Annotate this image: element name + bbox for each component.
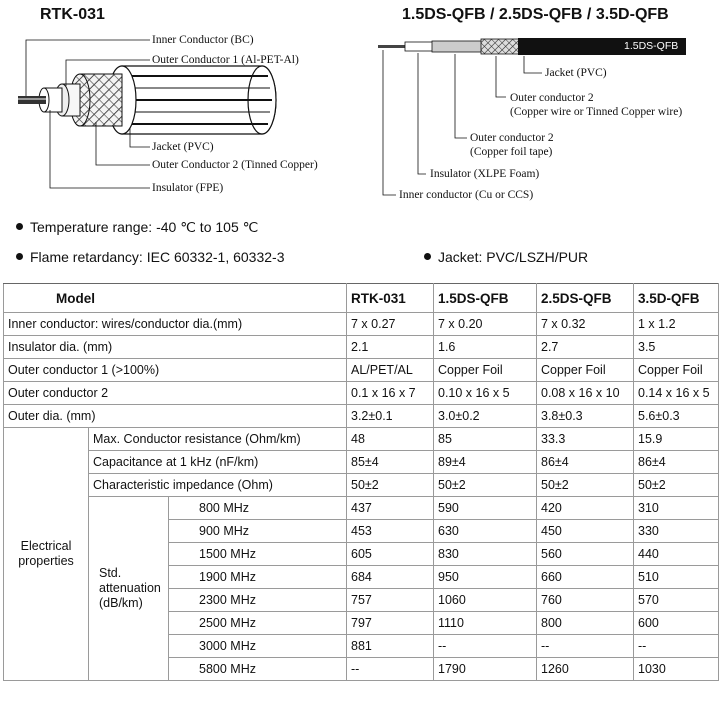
cell: 2.7 [537,336,634,359]
cell: 3.0±0.2 [434,405,537,428]
header-col: 2.5DS-QFB [537,284,634,313]
cell: Copper Foil [434,359,537,382]
cell: 830 [434,543,537,566]
row-label: Characteristic impedance (Ohm) [89,474,347,497]
cell: 605 [347,543,434,566]
label-outer-conductor-1: Outer Conductor 1 (Al-PET-Al) [152,54,299,66]
cell: 630 [434,520,537,543]
table-row [4,474,719,497]
table-row [4,428,719,451]
cell: 86±4 [634,451,719,474]
cell: 7 x 0.32 [537,313,634,336]
cell: 50±2 [434,474,537,497]
spec-table [3,283,719,681]
bullet-dot [424,253,431,260]
cell: 420 [537,497,634,520]
cell: 5.6±0.3 [634,405,719,428]
temperature-text: Temperature range: -40 ℃ to 105 ℃ [30,219,259,235]
bullet-dot [16,253,23,260]
cable-diagrams [0,0,720,210]
table-row [4,497,719,520]
cell: 560 [537,543,634,566]
bullet-dot [16,223,23,230]
cell: Copper Foil [537,359,634,382]
cell: 85 [434,428,537,451]
right-title: 1.5DS-QFB / 2.5DS-QFB / 3.5D-QFB [402,6,669,23]
freq-label: 800 MHz [169,497,347,520]
cell: 881 [347,635,434,658]
table-row [4,382,719,405]
label-inner-conductor: Inner Conductor (BC) [152,34,254,46]
freq-label: 1500 MHz [169,543,347,566]
header-col: RTK-031 [347,284,434,313]
row-label: Outer conductor 2 [4,382,347,405]
cell: 89±4 [434,451,537,474]
label-qfb-outer-2-foil-l1: Outer conductor 2 [470,132,554,144]
table-header-row [4,284,719,313]
table-row [4,405,719,428]
cell: 2.1 [347,336,434,359]
cell: 570 [634,589,719,612]
cell: 590 [434,497,537,520]
cell: 440 [634,543,719,566]
row-label: Max. Conductor resistance (Ohm/km) [89,428,347,451]
label-jacket: Jacket (PVC) [152,141,214,153]
row-label: Capacitance at 1 kHz (nF/km) [89,451,347,474]
cell: 437 [347,497,434,520]
freq-label: 2500 MHz [169,612,347,635]
cell: 3.2±0.1 [347,405,434,428]
jacket-text: Jacket: PVC/LSZH/PUR [438,249,589,265]
bullet-flame [16,249,284,265]
header-col: 3.5D-QFB [634,284,719,313]
cell: 757 [347,589,434,612]
cell: 50±2 [537,474,634,497]
cell: 1060 [434,589,537,612]
label-qfb-insulator: Insulator (XLPE Foam) [430,168,540,180]
cell: -- [347,658,434,681]
header-model: Model [4,284,347,313]
row-label: Inner conductor: wires/conductor dia.(mm) [4,313,347,336]
cell: 310 [634,497,719,520]
row-label: Insulator dia. (mm) [4,336,347,359]
cell: 510 [634,566,719,589]
label-insulator: Insulator (FPE) [152,182,224,194]
cell: 0.14 x 16 x 5 [634,382,719,405]
cell: 797 [347,612,434,635]
row-label: Outer conductor 1 (>100%) [4,359,347,382]
cell: 85±4 [347,451,434,474]
cell: 1.6 [434,336,537,359]
group-attenuation: Std. attenuation (dB/km) [89,497,169,681]
bullet-jacket [424,249,588,265]
cell: 450 [537,520,634,543]
cell: 7 x 0.27 [347,313,434,336]
freq-label: 1900 MHz [169,566,347,589]
cell: 660 [537,566,634,589]
cell: 760 [537,589,634,612]
label-outer-conductor-2: Outer Conductor 2 (Tinned Copper) [152,159,318,171]
row-label: Outer dia. (mm) [4,405,347,428]
cell: 684 [347,566,434,589]
freq-label: 2300 MHz [169,589,347,612]
cell: 330 [634,520,719,543]
cell: -- [634,635,719,658]
cell: 0.10 x 16 x 5 [434,382,537,405]
header-col: 1.5DS-QFB [434,284,537,313]
cell: -- [434,635,537,658]
cell: AL/PET/AL [347,359,434,382]
cell: 0.08 x 16 x 10 [537,382,634,405]
table-row [4,451,719,474]
label-qfb-outer-2-wire-l1: Outer conductor 2 [510,92,594,104]
flame-text: Flame retardancy: IEC 60332-1, 60332-3 [30,249,285,265]
cable-print: 1.5DS-QFB [624,40,679,52]
cell: 1110 [434,612,537,635]
cell: 3.5 [634,336,719,359]
cell: 33.3 [537,428,634,451]
cell: 48 [347,428,434,451]
label-qfb-outer-2-wire-l2: (Copper wire or Tinned Copper wire) [510,106,683,118]
label-qfb-jacket: Jacket (PVC) [545,67,607,79]
cell: 600 [634,612,719,635]
freq-label: 900 MHz [169,520,347,543]
freq-label: 5800 MHz [169,658,347,681]
label-qfb-inner: Inner conductor (Cu or CCS) [399,189,534,201]
cell: 1 x 1.2 [634,313,719,336]
label-qfb-outer-2-foil-l2: (Copper foil tape) [470,146,553,158]
table-row [4,313,719,336]
cell: 0.1 x 16 x 7 [347,382,434,405]
group-electrical: Electrical properties [4,428,89,681]
bullet-temperature [16,219,258,236]
cell: 50±2 [634,474,719,497]
table-row [4,359,719,382]
cell: 800 [537,612,634,635]
cell: 7 x 0.20 [434,313,537,336]
table-row [4,336,719,359]
cell: 15.9 [634,428,719,451]
cell: 3.8±0.3 [537,405,634,428]
cell: Copper Foil [634,359,719,382]
cell: 50±2 [347,474,434,497]
cell: 1260 [537,658,634,681]
freq-label: 3000 MHz [169,635,347,658]
cell: 1030 [634,658,719,681]
cell: -- [537,635,634,658]
cell: 950 [434,566,537,589]
cell: 453 [347,520,434,543]
left-title: RTK-031 [40,6,105,23]
cell: 1790 [434,658,537,681]
cell: 86±4 [537,451,634,474]
